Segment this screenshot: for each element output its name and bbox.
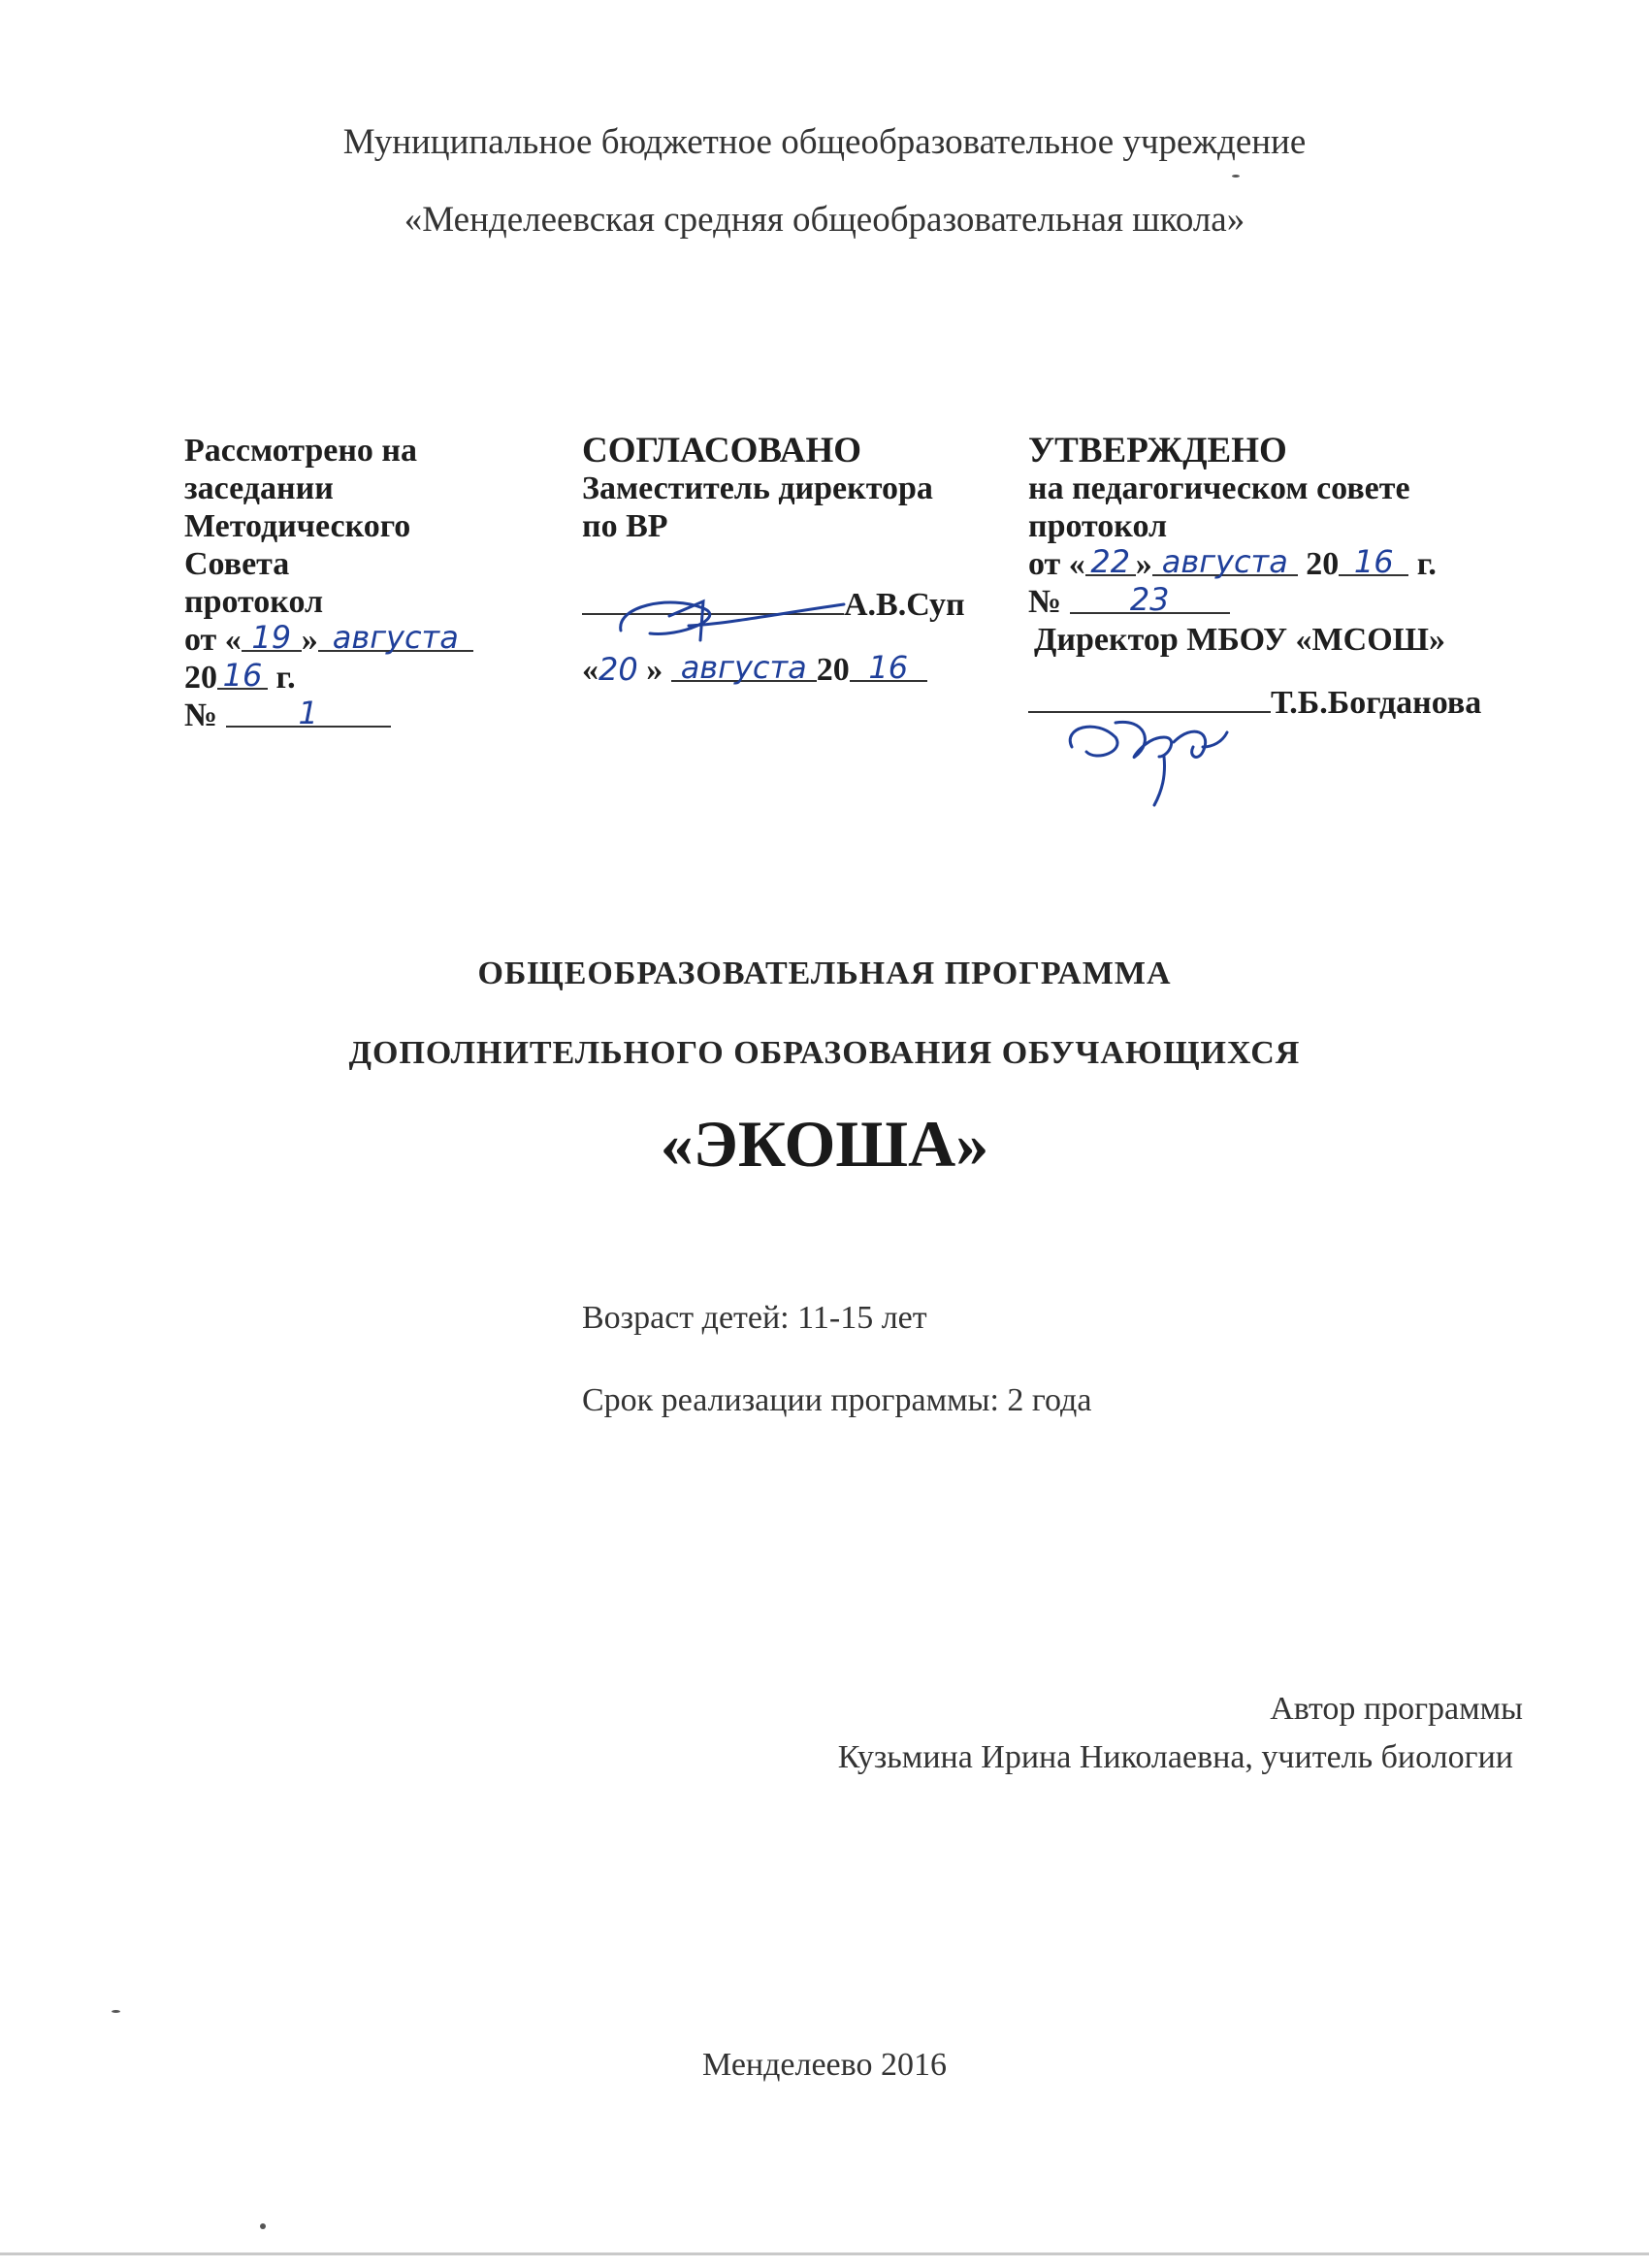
col3-date-prefix: от « [1028,546,1085,582]
col3-year-blank [1339,543,1408,580]
col2-date-prefix: « [582,652,598,688]
col2-month-blank [671,649,817,686]
col3-date-line [1028,545,1481,583]
col1-line-5: протокол [184,584,324,620]
col2-title: СОГЛАСОВАНО [582,431,862,470]
author-name: Кузьмина Ирина Николаевна, учитель биологии [837,1739,1513,1775]
col3-month: августа [1161,543,1288,580]
col3-month-blank [1152,543,1298,580]
col3-line-1: на педагогическом совете [1028,470,1410,506]
info-term: Срок реализации программы: 2 года [582,1382,1092,1418]
col3-title: УТВЕРЖДЕНО [1028,431,1287,470]
approval-col-reviewed [184,432,473,734]
footer-place-year: Менделеево 2016 [702,2047,947,2083]
director-signature-icon [1057,703,1261,810]
col1-year-line [184,659,473,697]
col2-date-mid: » [637,652,663,688]
col2-line-2: по ВР [582,508,668,544]
col3-year-suffix: г. [1408,546,1437,582]
col1-line-2: заседании [184,470,334,506]
scan-speck [1232,175,1240,178]
col3-date-mid: » [1135,546,1152,582]
scan-speck [112,2010,120,2013]
col1-number-line [184,697,473,734]
col1-year-blank [217,657,268,694]
col3-num-prefix: № [1028,584,1062,620]
col1-num-blank [226,695,391,731]
program-line2: ДОПОЛНИТЕЛЬНОГО ОБРАЗОВАНИЯ ОБУЧАЮЩИХСЯ [348,1035,1301,1071]
col2-year: 16 [868,649,909,686]
col3-day: 22 [1090,543,1131,580]
col1-year-suffix: г. [268,660,296,696]
col1-year: 16 [222,657,263,694]
col3-sign-name: Т.Б.Богданова [1271,685,1482,721]
col1-date-mid: » [301,622,318,658]
col2-date-line [582,651,965,689]
program-title: «ЭКОША» [660,1107,989,1181]
col1-month: августа [332,619,459,656]
col1-day-blank [242,619,302,656]
info-age: Возраст детей: 11-15 лет [582,1300,927,1336]
col2-sign-name: А.В.Суп [844,587,965,623]
col3-line-2: протокол [1028,508,1168,544]
col2-year-blank [850,649,927,686]
scan-speck [260,2223,266,2229]
org-name-line1: Муниципальное бюджетное общеобразовательное учреждение [342,122,1307,162]
col1-num: 1 [298,695,318,731]
col2-month: августа [680,649,807,686]
col2-line-1: Заместитель директора [582,470,933,506]
author-label: Автор программы [1270,1691,1523,1727]
program-line1: ОБЩЕОБРАЗОВАТЕЛЬНАЯ ПРОГРАММА [477,956,1172,991]
col3-year-prefix: 20 [1306,546,1340,582]
col2-year-prefix: 20 [816,652,850,688]
approval-col-approved [1028,432,1481,722]
col1-line-1: Рассмотрено на [184,433,418,469]
col1-month-blank [318,619,473,656]
col3-number-line [1028,583,1481,621]
col1-line-4: Совета [184,546,290,582]
col3-director: Директор МБОУ «МСОШ» [1034,622,1445,658]
col1-line-3: Методического [184,508,411,544]
col1-year-prefix: 20 [184,660,217,696]
col2-day: 20 [598,651,638,688]
col1-date-line [184,621,473,659]
col1-num-prefix: № [184,697,218,733]
col3-num: 23 [1129,581,1170,618]
deputy-signature-icon [611,587,854,655]
org-name-line2: «Менделеевская средняя общеобразовательная школа» [404,200,1245,240]
col1-date-prefix: от « [184,622,242,658]
col3-day-blank [1085,543,1136,580]
col1-day: 19 [251,619,292,656]
col3-num-blank [1070,581,1230,618]
col3-year: 16 [1353,543,1394,580]
scan-edge-line [0,2252,1649,2255]
